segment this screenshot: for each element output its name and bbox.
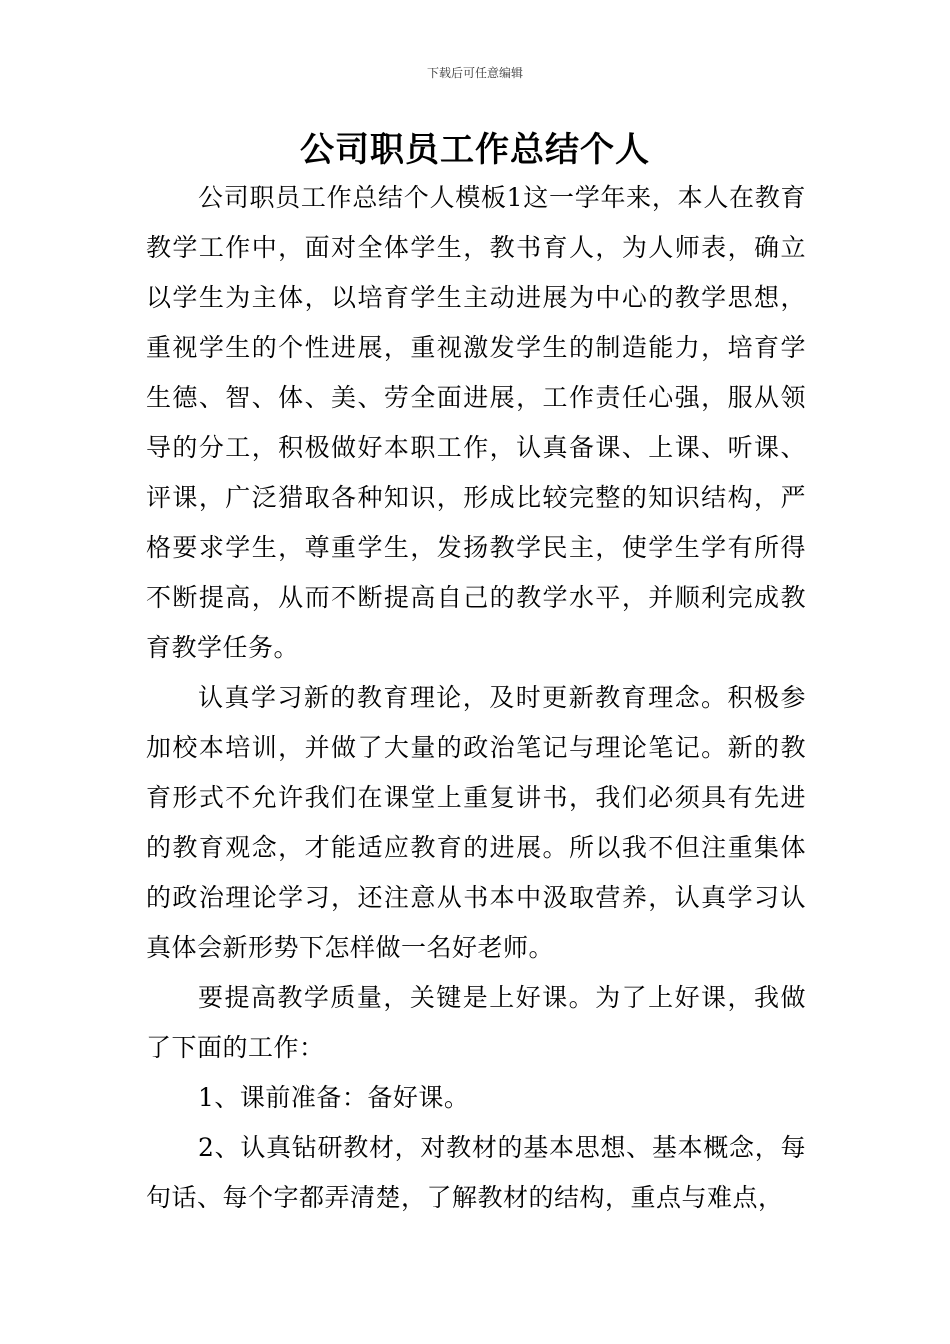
document-body (146, 173, 806, 1223)
paragraph-2: 认真学习新的教育理论，及时更新教育理念。积极参加校本培训，并做了大量的政治笔记与理论笔记。新的教育形式不允许我们在课堂上重复讲书，我们必须具有先进的教育观念，才能适应教育的进展。所以我不但注重集体的政治理论学习，还注意从书本中汲取营养，认真学习认真体会新形势下怎样做一名好老师。 (146, 683, 806, 962)
paragraph-1: 公司职员工作总结个人模板1这一学年来，本人在教育教学工作中，面对全体学生，教书育人，为人师表，确立以学生为主体，以培育学生主动进展为中心的教学思想，重视学生的个性进展，重视激发学生的制造能力，培育学生德、智、体、美、劳全面进展，工作责任心强，服从领导的分工，积极做好本职工作，认真备课、上课、听课、评课，广泛猎取各种知识，形成比较完整的知识结构，严格要求学生，尊重学生，发扬教学民主，使学生学有所得不断提高，从而不断提高自己的教学水平，并顺利完成教育教学任务。 (146, 183, 806, 662)
paragraph-5: 2、认真钻研教材，对教材的基本思想、基本概念，每句话、每个字都弄清楚，了解教材的结构，重点与难点， (146, 1133, 806, 1212)
paragraph-4: 1、课前准备：备好课。 (198, 1083, 470, 1112)
paragraph-3: 要提高教学质量，关键是上好课。为了上好课，我做了下面的工作： (146, 983, 806, 1062)
document-title: 公司职员工作总结个人 (300, 130, 650, 170)
header-note: 下载后可任意编辑 (426, 66, 523, 80)
